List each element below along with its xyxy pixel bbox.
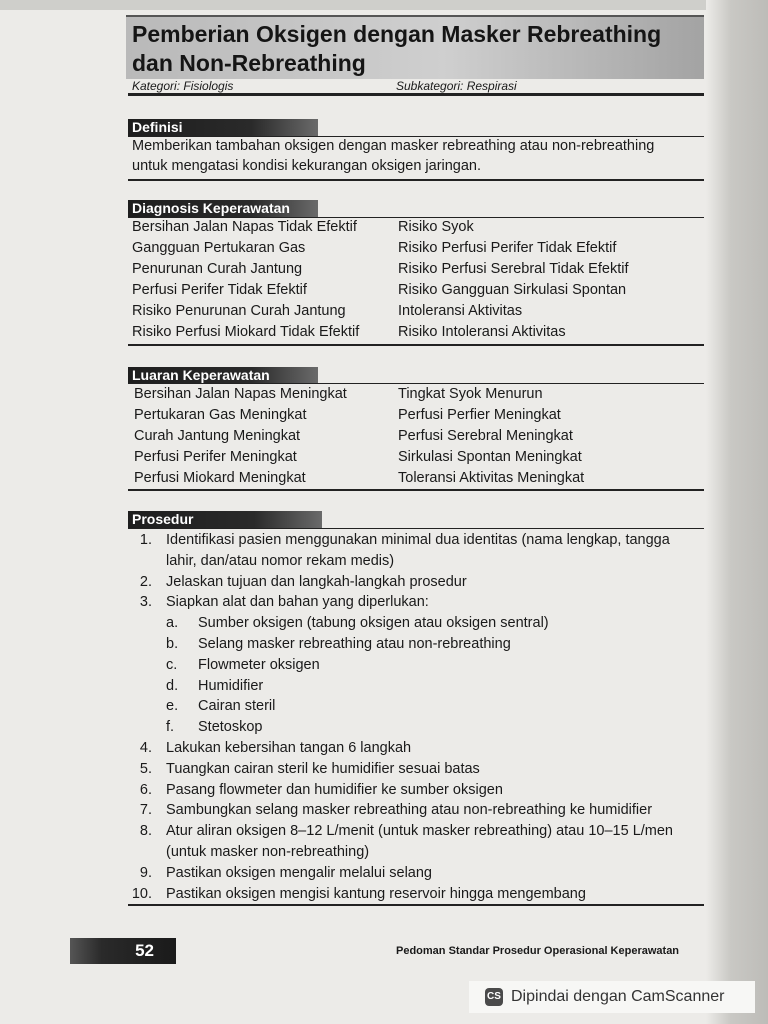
luaran-item: Perfusi Perfier Meningkat bbox=[398, 407, 561, 423]
luaran-item: Sirkulasi Spontan Meningkat bbox=[398, 449, 582, 465]
diagnosis-left-column bbox=[132, 217, 359, 343]
kategori-label: Kategori: Fisiologis bbox=[132, 79, 234, 93]
luaran-left-column bbox=[134, 384, 347, 489]
luaran-bottom-rule bbox=[128, 489, 704, 491]
luaran-item: Bersihan Jalan Napas Meningkat bbox=[134, 386, 347, 402]
definisi-text-2: untuk mengatasi kondisi kekurangan oksigen jaringan. bbox=[132, 158, 482, 174]
prosedur-item-text: Atur aliran oksigen 8–12 L/menit (untuk masker rebreathing) atau 10–15 L/men bbox=[166, 823, 673, 840]
prosedur-item-text: Lakukan kebersihan tangan 6 langkah bbox=[166, 739, 412, 756]
prosedur-item-number: d. bbox=[166, 677, 179, 694]
prosedur-item-number: 7. bbox=[139, 802, 152, 819]
prosedur-item-number: b. bbox=[166, 635, 179, 652]
prosedur-item-number: 1. bbox=[139, 532, 152, 548]
section-heading-prosedur: Prosedur bbox=[128, 511, 322, 528]
camscanner-logo-icon: CS bbox=[485, 988, 503, 1006]
prosedur-item-number: e. bbox=[166, 698, 179, 715]
prosedur-item-text: Sambungkan selang masker rebreathing atau non-rebreathing ke humidifier bbox=[166, 802, 653, 819]
diagnosis-item: Risiko Syok bbox=[398, 219, 474, 235]
prosedur-item-number: 3. bbox=[139, 594, 152, 611]
camscanner-text: Dipindai dengan CamScanner bbox=[511, 988, 725, 1005]
prosedur-item-text: Pastikan oksigen mengisi kantung reservoir hingga mengembang bbox=[166, 885, 586, 902]
prosedur-item-number: f. bbox=[166, 719, 175, 736]
prosedur-item-text: lahir, dan/atau nomor rekam medis) bbox=[166, 552, 395, 569]
prosedur-item-text: Sumber oksigen (tabung oksigen atau oksigen sentral) bbox=[198, 615, 549, 632]
prosedur-item-number: 6. bbox=[139, 781, 152, 798]
definisi-bottom-rule bbox=[128, 179, 704, 181]
diagnosis-item: Intoleransi Aktivitas bbox=[398, 303, 523, 319]
diagnosis-item: Risiko Perfusi Perifer Tidak Efektif bbox=[398, 240, 617, 256]
scan-top-edge bbox=[0, 0, 768, 10]
prosedur-item-text: Siapkan alat dan bahan yang diperlukan: bbox=[166, 594, 429, 611]
prosedur-item-text: Pasang flowmeter dan humidifier ke sumber oksigen bbox=[166, 781, 503, 798]
page-number: 52 bbox=[70, 938, 176, 964]
subkategori-label: Subkategori: Respirasi bbox=[396, 79, 517, 93]
prosedur-item-number: c. bbox=[166, 656, 178, 673]
prosedur-item-number: a. bbox=[166, 615, 179, 632]
diagnosis-item: Gangguan Pertukaran Gas bbox=[132, 240, 306, 256]
prosedur-item-text: Cairan steril bbox=[198, 698, 276, 715]
prosedur-item-number: 8. bbox=[139, 823, 152, 840]
title-banner bbox=[126, 15, 704, 79]
prosedur-item-number: 4. bbox=[139, 739, 152, 756]
diagnosis-item: Risiko Perfusi Miokard Tidak Efektif bbox=[132, 324, 360, 340]
diagnosis-item: Penurunan Curah Jantung bbox=[132, 261, 303, 277]
prosedur-item-number: 10. bbox=[131, 885, 152, 902]
diagnosis-right-column bbox=[398, 217, 628, 343]
diagnosis-item: Risiko Perfusi Serebral Tidak Efektif bbox=[398, 261, 629, 277]
prosedur-bottom-rule bbox=[128, 904, 704, 906]
title-line-2: dan Non-Rebreathing bbox=[132, 50, 366, 76]
diagnosis-item: Risiko Intoleransi Aktivitas bbox=[398, 324, 566, 340]
diagnosis-item: Perfusi Perifer Tidak Efektif bbox=[132, 282, 307, 298]
header-rule bbox=[128, 93, 704, 96]
footer-book-title: Pedoman Standar Prosedur Operasional Keperawatan bbox=[396, 945, 680, 957]
diagnosis-item: Risiko Penurunan Curah Jantung bbox=[132, 303, 346, 319]
luaran-right-column bbox=[398, 384, 584, 489]
prosedur-item-text: (untuk masker non-rebreathing) bbox=[166, 843, 370, 860]
prosedur-item-number: 5. bbox=[139, 760, 152, 777]
prosedur-top-rule bbox=[128, 528, 704, 529]
prosedur-item-text: Flowmeter oksigen bbox=[198, 656, 320, 673]
prosedur-item-text: Identifikasi pasien menggunakan minimal dua identitas (nama lengkap, tangga bbox=[166, 532, 670, 548]
section-heading-diagnosis: Diagnosis Keperawatan bbox=[128, 200, 318, 217]
diagnosis-item: Risiko Gangguan Sirkulasi Spontan bbox=[398, 282, 627, 298]
prosedur-item-text: Selang masker rebreathing atau non-rebreathing bbox=[198, 635, 511, 652]
camscanner-watermark bbox=[469, 981, 755, 1013]
prosedur-item-text: Humidifier bbox=[198, 677, 264, 694]
prosedur-item-text: Pastikan oksigen mengalir melalui selang bbox=[166, 864, 432, 881]
luaran-item: Perfusi Serebral Meningkat bbox=[398, 428, 573, 444]
diagnosis-item: Bersihan Jalan Napas Tidak Efektif bbox=[132, 219, 357, 235]
scan-right-edge bbox=[706, 0, 768, 1024]
luaran-item: Toleransi Aktivitas Meningkat bbox=[398, 470, 585, 486]
prosedur-item-text: Jelaskan tujuan dan langkah-langkah prosedur bbox=[166, 573, 467, 590]
luaran-item: Perfusi Perifer Meningkat bbox=[134, 449, 297, 465]
prosedur-item-text: Tuangkan cairan steril ke humidifier sesuai batas bbox=[166, 760, 480, 777]
title-line-1: Pemberian Oksigen dengan Masker Rebreathing bbox=[132, 21, 662, 47]
luaran-item: Curah Jantung Meningkat bbox=[134, 428, 301, 444]
prosedur-item-number: 2. bbox=[139, 573, 152, 590]
prosedur-item-number: 9. bbox=[139, 864, 152, 881]
diagnosis-bottom-rule bbox=[128, 344, 704, 346]
prosedur-item-text: Stetoskop bbox=[198, 719, 263, 736]
luaran-item: Tingkat Syok Menurun bbox=[398, 386, 543, 402]
section-heading-definisi: Definisi bbox=[128, 119, 318, 136]
luaran-item: Perfusi Miokard Meningkat bbox=[134, 470, 306, 486]
definisi-top-rule bbox=[128, 136, 704, 137]
luaran-item: Pertukaran Gas Meningkat bbox=[134, 407, 307, 423]
definisi-text-1: Memberikan tambahan oksigen dengan masker rebreathing atau non-rebreathing bbox=[132, 138, 655, 154]
section-heading-luaran: Luaran Keperawatan bbox=[128, 367, 318, 384]
